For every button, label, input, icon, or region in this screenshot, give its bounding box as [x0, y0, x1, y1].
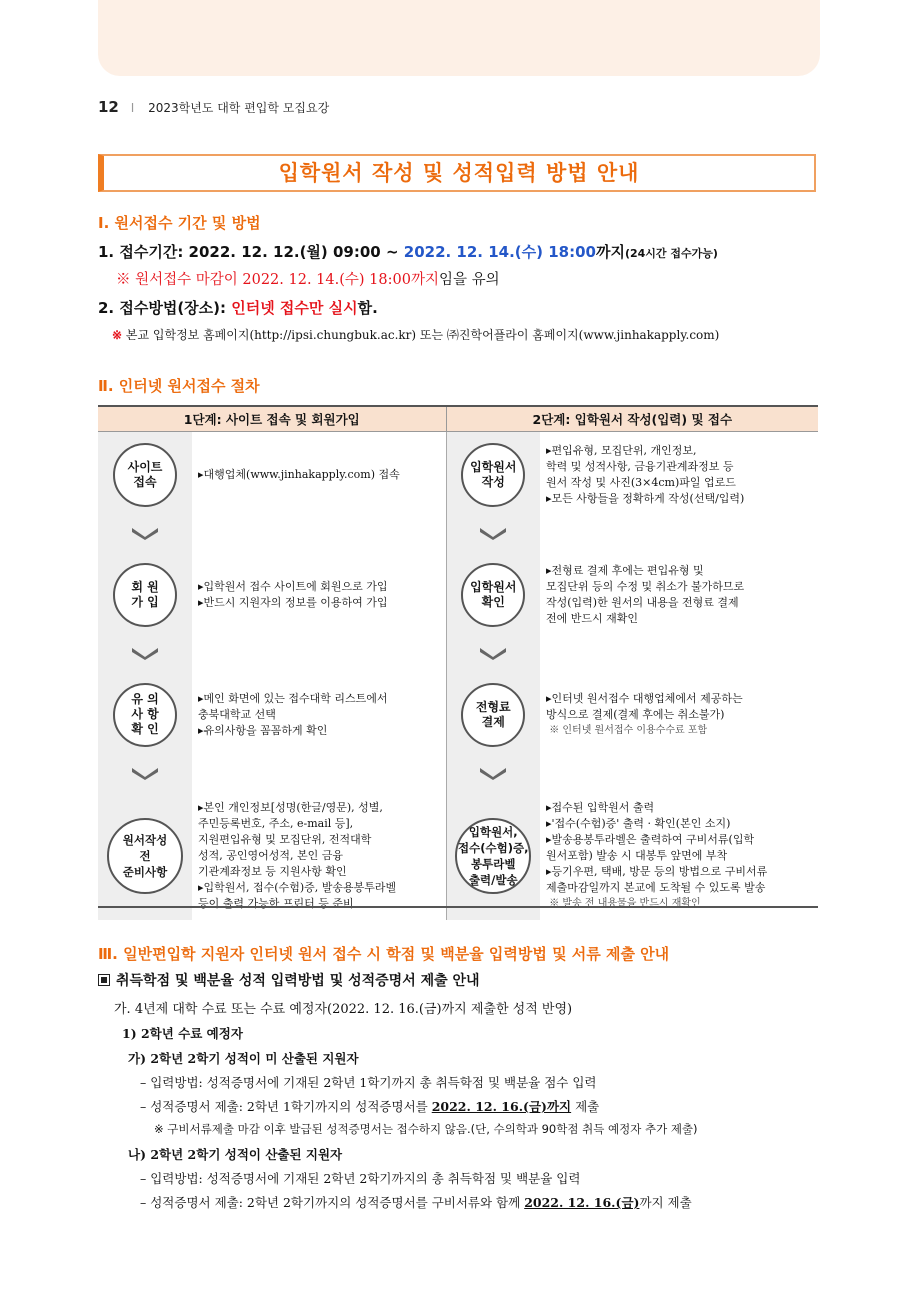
method-prefix: 2. 접수방법(장소):: [98, 299, 232, 317]
arrow-row: [98, 518, 818, 552]
table-row: [98, 792, 818, 920]
step-fee-payment-desc: ▸인터넷 원서접수 대행업체에서 제공하는 방식으로 결제(결제 후에는 취소불가): [546, 691, 743, 721]
item-ga2-submit: [140, 1097, 599, 1115]
section3-subheading-text: 취득학점 및 백분율 성적 입력방법 및 성적증명서 제출 안내: [116, 973, 480, 989]
step-preparation-circle: 원서작성 전 준비사항: [107, 818, 183, 894]
section2-heading: Ⅱ. 인터넷 원서접수 절차: [98, 377, 260, 395]
step-notice-check-circle: 유 의 사 항 확 인: [113, 683, 177, 747]
item-year2: 1) 2학년 수료 예정자: [122, 1026, 243, 1041]
homepage-note-mark: ※: [112, 328, 123, 342]
table-bottom-border: [98, 906, 818, 908]
step-preparation-desc: ▸본인 개인정보[성명(한글/영문), 성별, 주민등록번호, 주소, e-mail 등], 지원편입유형 및 모집단위, 전적대학 성적, 공인영어성적, 본인 금융 기관계좌정보 등 지원사항 확인 ▸입학원서, 접수(수험)증, 발송용봉투라벨 등이 출력 가능한 프린터 등 준비: [192, 792, 446, 920]
period-prefix: 1. 접수기간: 2022. 12. 12.(월) 09:00 ~: [98, 243, 404, 261]
item-ga2-input: – 입력방법: 성적증명서에 기재된 2학년 1학기까지 총 취득학점 및 백분율 점수 입력: [140, 1075, 597, 1090]
item-ga2-submit-post: 제출: [571, 1099, 600, 1114]
top-decorative-band: [98, 0, 820, 76]
step-application-check-desc: ▸전형료 결제 후에는 편입유형 및 모집단위 등의 수정 및 취소가 불가하므로 작성(입력)한 원서의 내용을 전형료 결제 전에 반드시 재확인: [546, 563, 745, 625]
page-header: [98, 98, 329, 116]
table-row: [98, 552, 818, 638]
square-bullet-icon: [98, 974, 110, 986]
header-separator: I: [130, 101, 135, 115]
deadline-notice-rest: 임을 유의: [438, 272, 500, 288]
step-application-check-circle: 입학원서 확인: [461, 563, 525, 627]
homepage-note-text: 본교 입학정보 홈페이지(http://ipsi.chungbuk.ac.kr) 또는 ㈜진학어플라이 홈페이지(www.jinhakapply.com): [125, 328, 720, 342]
stage1-header: 1단계: 사이트 접속 및 회원가입: [98, 406, 446, 432]
step-print-send-circle: 입학원서, 접수(수험)증, 봉투라벨 출력/발송: [455, 818, 531, 894]
item-ga2-submit-date: 2022. 12. 16.(금)까지: [431, 1099, 572, 1114]
step-site-access-circle: 사이트 접속: [113, 443, 177, 507]
step-print-send-desc: ▸접수된 입학원서 출력 ▸'접수(수험)증' 출력 · 확인(본인 소지) ▸발송용봉투라벨은 출력하여 구비서류(입학 원서포함) 발송 시 대봉투 앞면에 부착 ▸등기우편, 택배, 방문 등의 방법으로 구비서류 제출마감일까지 본교에 도착될 수 있도록 발송: [546, 800, 768, 894]
chevron-down-icon: [478, 646, 508, 660]
item-na2-input: – 입력방법: 성적증명서에 기재된 2학년 2학기까지의 총 취득학점 및 백분율 입력: [140, 1171, 581, 1186]
item-na2-submit: [140, 1193, 692, 1211]
step-fee-payment-cell: [540, 672, 818, 758]
chevron-down-icon: [130, 646, 160, 660]
deadline-notice: [116, 268, 500, 289]
step-print-send-cell: [540, 792, 818, 920]
step-application-write-circle: 입학원서 작성: [461, 443, 525, 507]
period-line: [98, 241, 718, 262]
step-member-join-desc: ▸입학원서 접수 사이트에 회원으로 가입 ▸반드시 지원자의 정보를 이용하여 가입: [192, 552, 446, 638]
stage2-header: 2단계: 입학원서 작성(입력) 및 접수: [446, 406, 818, 432]
item-ga2: 가) 2학년 2학기 성적이 미 산출된 지원자: [128, 1051, 359, 1066]
procedure-table: [98, 405, 818, 920]
method-suffix: 함.: [357, 299, 378, 317]
section1-heading: Ⅰ. 원서접수 기간 및 방법: [98, 214, 261, 232]
item-ga2-note: ※ 구비서류제출 마감 이후 발급된 성적증명서는 접수하지 않음.(단, 수의학과 90학점 취득 예정자 추가 제출): [154, 1122, 698, 1136]
item-na2-submit-pre: – 성적증명서 제출: 2학년 2학기까지의 성적증명서를 구비서류와 함께: [140, 1195, 525, 1210]
chevron-down-icon: [478, 526, 508, 540]
period-deadline: 2022. 12. 14.(수) 18:00: [403, 243, 596, 261]
section3-subheading: [98, 970, 480, 990]
chevron-down-icon: [478, 766, 508, 780]
step-fee-payment-circle: 전형료 결제: [461, 683, 525, 747]
chevron-down-icon: [130, 526, 160, 540]
table-row: [98, 432, 818, 518]
item-na2-submit-post: 까지 제출: [639, 1195, 692, 1210]
method-line: [98, 297, 378, 318]
period-note: (24시간 접수가능): [624, 247, 718, 260]
arrow-row: [98, 638, 818, 672]
deadline-notice-red: ※ 원서접수 마감이 2022. 12. 14.(수) 18:00까지: [116, 272, 439, 288]
step-print-send-note: ※ 발송 전 내용물을 반드시 재확인: [546, 897, 701, 909]
step-notice-check-desc: ▸메인 화면에 있는 접수대학 리스트에서 충북대학교 선택 ▸유의사항을 꼼꼼하게 확인: [192, 672, 446, 758]
section3-heading: Ⅲ. 일반편입학 지원자 인터넷 원서 접수 시 학점 및 백분율 입력방법 및 서류 제출 안내: [98, 945, 670, 963]
method-red: 인터넷 접수만 실시: [231, 299, 358, 317]
page-number: 12: [98, 98, 119, 116]
step-member-join-circle: 회 원 가 입: [113, 563, 177, 627]
step-site-access-desc: ▸대행업체(www.jinhakapply.com) 접속: [192, 432, 446, 518]
item-na2: 나) 2학년 2학기 성적이 산출된 지원자: [128, 1147, 343, 1162]
item-ga2-submit-pre: – 성적증명서 제출: 2학년 1학기까지의 성적증명서를: [140, 1099, 432, 1114]
arrow-row: [98, 758, 818, 792]
step-fee-payment-note: ※ 인터넷 원서접수 이용수수료 포함: [546, 724, 708, 736]
page-title: 입학원서 작성 및 성적입력 방법 안내: [98, 154, 816, 192]
item-ga: 가. 4년제 대학 수료 또는 수료 예정자(2022. 12. 16.(금)까지 제출한 성적 반영): [114, 1002, 573, 1017]
step-application-write-desc: ▸편입유형, 모집단위, 개인정보, 학력 및 성적사항, 금융기관계좌정보 등 원서 작성 및 사진(3×4cm)파일 업로드 ▸모든 사항들을 정확하게 작성(선택/입력): [546, 443, 745, 505]
period-until: 까지: [595, 243, 625, 261]
item-na2-submit-date: 2022. 12. 16.(금): [524, 1195, 640, 1210]
doc-title: 2023학년도 대학 편입학 모집요강: [148, 101, 330, 115]
table-row: [98, 672, 818, 758]
homepage-note: [112, 326, 719, 343]
chevron-down-icon: [130, 766, 160, 780]
